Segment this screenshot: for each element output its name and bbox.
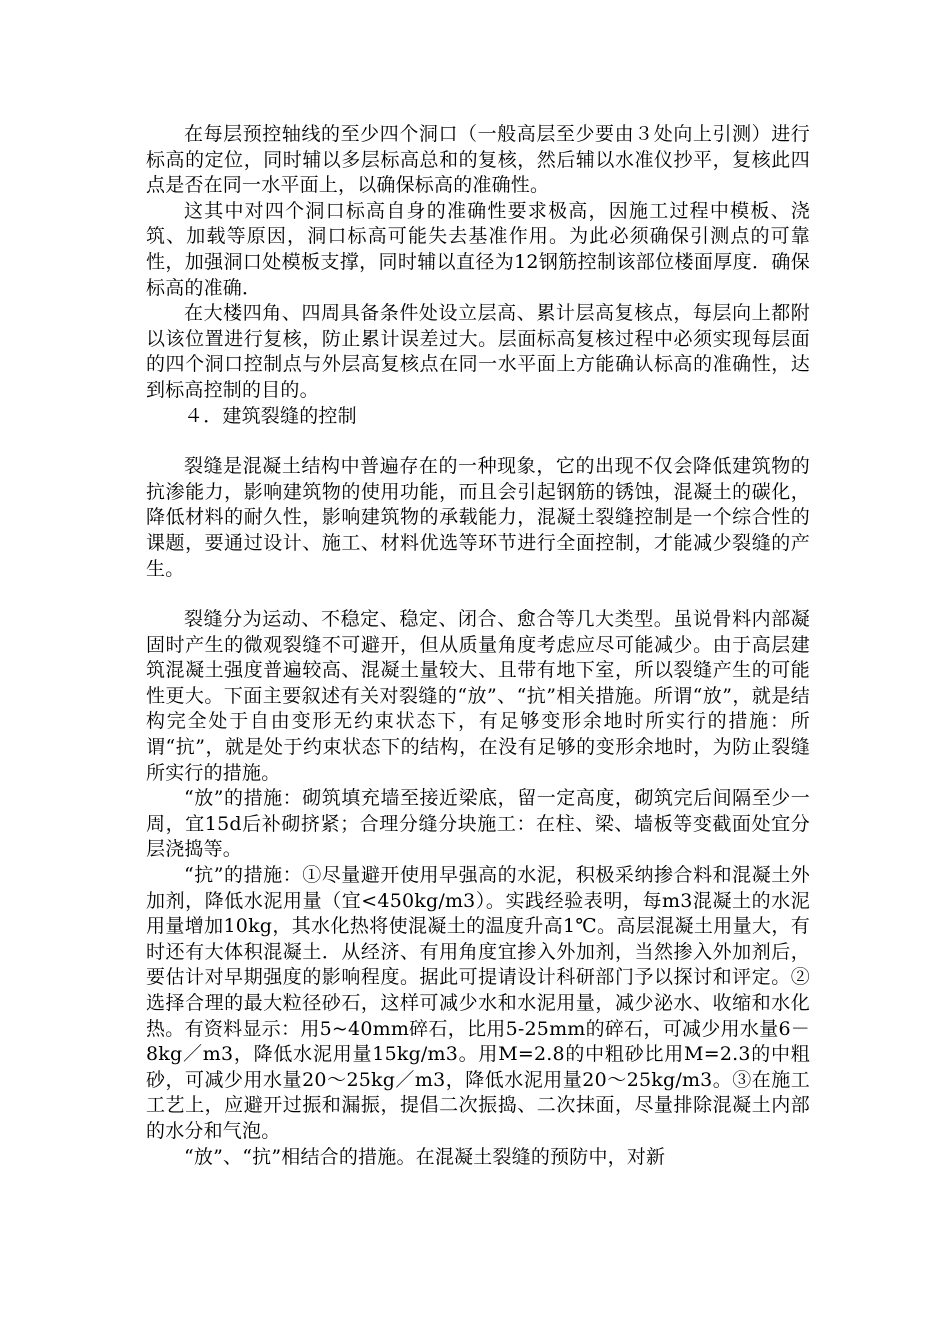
paragraph-resist-measures: “抗”的措施：①尽量避开使用早强高的水泥，积极采纳掺合料和混凝土外加剂，降低水泥用量（宜<450kg/m3）。实践经验表明，每m3混凝土的水泥用量增加10kg，其水化热将使混凝土的温度升高1℃。高层混凝土用量大，有时还有大体积混凝土．从经济、有用角度宜掺入外加剂，当然掺入外加剂后，要估计对早期强度的影响程度。据此可提请设计科研部门予以探讨和评定。②选择合理的最大粒径砂石，这样可减少水和水泥用量，减少泌水、收缩和水化热。有资料显示：用5~40mm碎石，比用5-25mm的碎石，可减少用水量6－8kg／m3，降低水泥用量15kg/m3。用M=2.8的中粗砂比用M=2.3的中粗砂，可减少用水量20～25kg／m3，降低水泥用量20～25kg/m3。③在施工工艺上，应避开过振和漏振，提倡二次振捣、二次抹面，尽量排除混凝土内部的水分和气泡。 bbox=[146, 864, 810, 1142]
paragraph-combined-measures: “放”、“抗”相结合的措施。在混凝土裂缝的预防中，对新 bbox=[184, 1145, 666, 1168]
paragraph-spacer bbox=[146, 582, 810, 607]
paragraph-release-measures: “放”的措施：砌筑填充墙至接近梁底，留一定高度，砌筑完后间隔至少一周，宜15d后补砌挤紧；合理分缝分块施工：在柱、梁、墙板等变截面处宜分层浇捣等。 bbox=[146, 787, 810, 861]
paragraph-opening-accuracy: 这其中对四个洞口标高自身的准确性要求极高，因施工过程中模板、浇筑、加载等原因，洞口标高可能失去基准作用。为此必须确保引测点的可靠性，加强洞口处模板支撑，同时辅以直径为12钢筋控制该部位楼面厚度．确保标高的准确． bbox=[146, 199, 810, 299]
paragraph-checkpoints: 在大楼四角、四周具备条件处设立层高、累计层高复核点，每层向上都附以该位置进行复核，防止累计误差过大。层面标高复核过程中必须实现每层面的四个洞口控制点与外层高复核点在同一水平面上方能确认标高的准确性，达到标高控制的目的。 bbox=[146, 302, 810, 401]
paragraph-crack-overview: 裂缝是混凝土结构中普遍存在的一种现象，它的出现不仅会降低建筑物的抗渗能力，影响建筑物的使用功能，而且会引起钢筋的锈蚀，混凝土的碳化，降低材料的耐久性，影响建筑物的承载能力，混凝土裂缝控制是一个综合性的课题，要通过设计、施工、材料优选等环节进行全面控制，才能减少裂缝的产生。 bbox=[146, 455, 810, 580]
paragraph-crack-types: 裂缝分为运动、不稳定、稳定、闭合、愈合等几大类型。虽说骨料内部凝固时产生的微观裂缝不可避开，但从质量角度考虑应尽可能减少。由于高层建筑混凝土强度普遍较高、混凝土量较大、且带有地下室，所以裂缝产生的可能性更大。下面主要叙述有关对裂缝的“放”、“抗”相关措施。所谓“放”，就是结构完全处于自由变形无约束状态下，有足够变形余地时所实行的措施：所谓“抗”，就是处于约束状态下的结构，在没有足够的变形余地时，为防止裂缝所实行的措施。 bbox=[146, 608, 810, 784]
section-heading-crack-control: ４．建筑裂缝的控制 bbox=[184, 404, 357, 427]
paragraph-spacer bbox=[146, 429, 810, 454]
document-page bbox=[146, 122, 810, 1170]
paragraph-elevation-positioning: 在每层预控轴线的至少四个洞口（一般高层至少要由３处向上引测）进行标高的定位，同时辅以多层标高总和的复核，然后辅以水准仪抄平，复核此四点是否在同一水平面上，以确保标高的准确性。 bbox=[146, 123, 810, 197]
